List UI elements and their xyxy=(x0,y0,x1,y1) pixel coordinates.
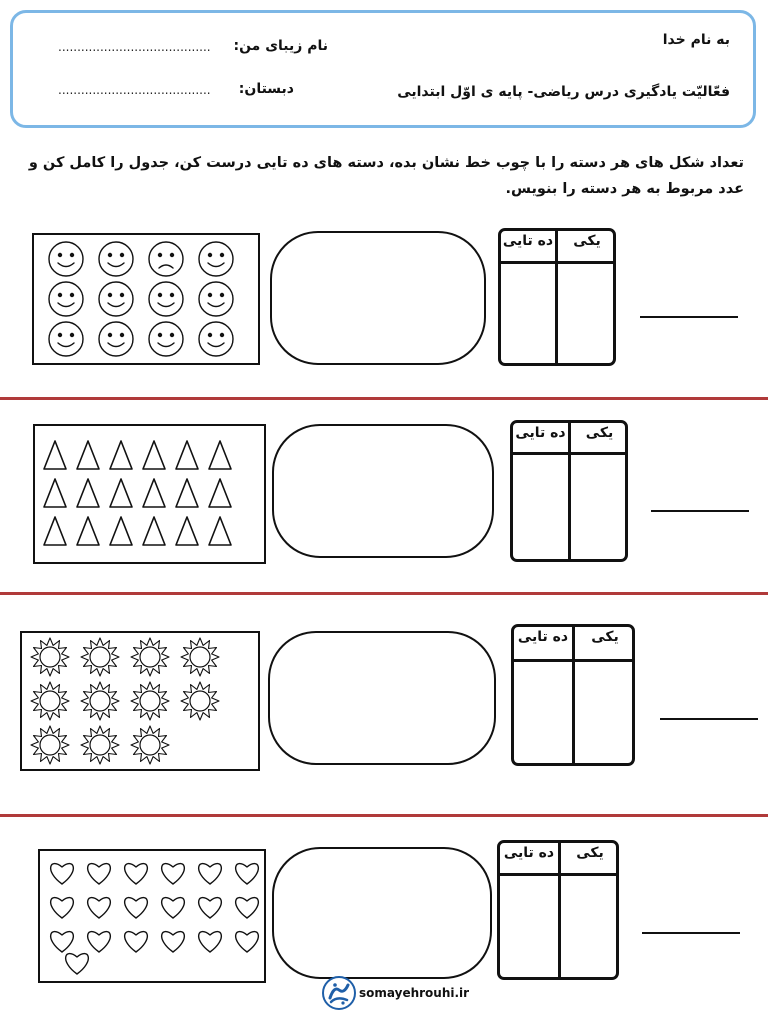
table-divider-vertical xyxy=(555,231,558,363)
tally-oval[interactable] xyxy=(270,231,486,365)
table-divider-horizontal xyxy=(500,873,616,876)
heart-icon xyxy=(51,898,74,918)
heart-icon xyxy=(125,932,148,952)
smiley-face-icon xyxy=(49,322,83,356)
heart-icon xyxy=(162,932,185,952)
ones-header: یکی xyxy=(591,629,619,645)
smiley-face-icon xyxy=(99,242,133,276)
name-label: نام زیبای من: xyxy=(233,38,328,54)
triangle-icon xyxy=(110,479,132,507)
heart-icon xyxy=(88,932,111,952)
shape-box-hearts xyxy=(38,849,266,983)
sun-icon xyxy=(81,726,119,764)
smiley-face-icon xyxy=(49,282,83,316)
triangle-icon xyxy=(77,517,99,545)
table-divider-vertical xyxy=(572,627,575,763)
table-divider-vertical xyxy=(558,843,561,977)
school-field[interactable]: ........................................ xyxy=(58,83,211,97)
sun-icon xyxy=(81,682,119,720)
triangle-icon xyxy=(176,441,198,469)
shape-box-suns xyxy=(20,631,260,771)
triangle-icon xyxy=(77,479,99,507)
smiley-face-icon xyxy=(199,282,233,316)
triangle-grid xyxy=(35,426,264,562)
tens-header: ده تایی xyxy=(502,233,554,249)
tens-header: ده تایی xyxy=(517,629,569,645)
triangle-icon xyxy=(209,441,231,469)
answer-line[interactable] xyxy=(642,932,740,934)
heart-icon xyxy=(88,864,111,884)
heart-icon xyxy=(162,898,185,918)
shape-box-smileys xyxy=(32,233,260,365)
shape-box-triangles xyxy=(33,424,266,564)
row-separator xyxy=(0,592,768,595)
sun-grid xyxy=(22,633,258,769)
triangle-icon xyxy=(176,517,198,545)
smiley-face-icon xyxy=(99,282,133,316)
sun-icon xyxy=(81,638,119,676)
triangle-icon xyxy=(44,479,66,507)
smiley-face-icon xyxy=(199,242,233,276)
place-value-table[interactable] xyxy=(498,228,616,366)
triangle-icon xyxy=(143,517,165,545)
heart-icon xyxy=(199,932,222,952)
heart-icon xyxy=(162,864,185,884)
smiley-face-icon xyxy=(149,242,183,276)
sun-icon xyxy=(181,638,219,676)
smiley-face-icon xyxy=(49,242,83,276)
triangle-icon xyxy=(143,441,165,469)
heart-icon xyxy=(236,932,259,952)
ones-header: یکی xyxy=(573,233,601,249)
heart-icon xyxy=(51,864,74,884)
sun-icon xyxy=(31,682,69,720)
smiley-face-icon xyxy=(99,322,133,356)
name-field[interactable]: ........................................ xyxy=(58,40,211,54)
heart-grid xyxy=(40,851,264,981)
table-divider-horizontal xyxy=(513,452,625,455)
triangle-icon xyxy=(110,441,132,469)
header-box xyxy=(10,10,756,128)
heart-icon xyxy=(66,954,89,974)
instruction-text: تعداد شکل های هر دسته را با چوب خط نشان بده، دسته های ده تایی درست کن، جدول را کامل کن و عدد مربوط به هر دسته را بنویس. xyxy=(28,155,744,197)
tally-oval[interactable] xyxy=(268,631,496,765)
heart-icon xyxy=(51,932,74,952)
heart-icon xyxy=(125,898,148,918)
place-value-table[interactable] xyxy=(510,420,628,562)
answer-line[interactable] xyxy=(651,510,749,512)
row-separator xyxy=(0,814,768,817)
website-text: somayehrouhi.ir xyxy=(359,986,470,1000)
place-value-table[interactable] xyxy=(511,624,635,766)
tally-oval[interactable] xyxy=(272,847,492,979)
heart-icon xyxy=(236,898,259,918)
activity-title: فعّالیّت یادگیری درس ریاضی- پایه ی اوّل ابتدایی xyxy=(397,84,730,100)
logo-icon xyxy=(322,976,356,1010)
table-divider-horizontal xyxy=(514,659,632,662)
triangle-icon xyxy=(176,479,198,507)
smiley-face-icon xyxy=(199,322,233,356)
place-value-table[interactable] xyxy=(497,840,619,980)
tally-oval[interactable] xyxy=(272,424,494,558)
school-label: دبستان: xyxy=(238,81,294,97)
tens-header: ده تایی xyxy=(515,425,566,441)
triangle-icon xyxy=(143,479,165,507)
triangle-icon xyxy=(44,517,66,545)
sun-icon xyxy=(131,638,169,676)
smiley-face-icon xyxy=(149,322,183,356)
ones-header: یکی xyxy=(576,845,604,861)
smiley-face-icon xyxy=(149,282,183,316)
answer-line[interactable] xyxy=(660,718,758,720)
sun-icon xyxy=(31,638,69,676)
triangle-icon xyxy=(110,517,132,545)
sun-icon xyxy=(131,726,169,764)
sun-icon xyxy=(181,682,219,720)
table-divider-horizontal xyxy=(501,261,613,264)
smiley-grid xyxy=(34,235,258,363)
triangle-icon xyxy=(209,517,231,545)
page-title: به نام خدا xyxy=(662,32,730,48)
heart-icon xyxy=(88,898,111,918)
sun-icon xyxy=(131,682,169,720)
tens-header: ده تایی xyxy=(503,845,555,861)
heart-icon xyxy=(199,898,222,918)
ones-header: یکی xyxy=(585,425,614,441)
triangle-icon xyxy=(44,441,66,469)
answer-line[interactable] xyxy=(640,316,738,318)
sun-icon xyxy=(31,726,69,764)
table-divider-vertical xyxy=(568,423,571,559)
row-separator xyxy=(0,397,768,400)
triangle-icon xyxy=(77,441,99,469)
heart-icon xyxy=(199,864,222,884)
heart-icon xyxy=(236,864,259,884)
heart-icon xyxy=(125,864,148,884)
triangle-icon xyxy=(209,479,231,507)
